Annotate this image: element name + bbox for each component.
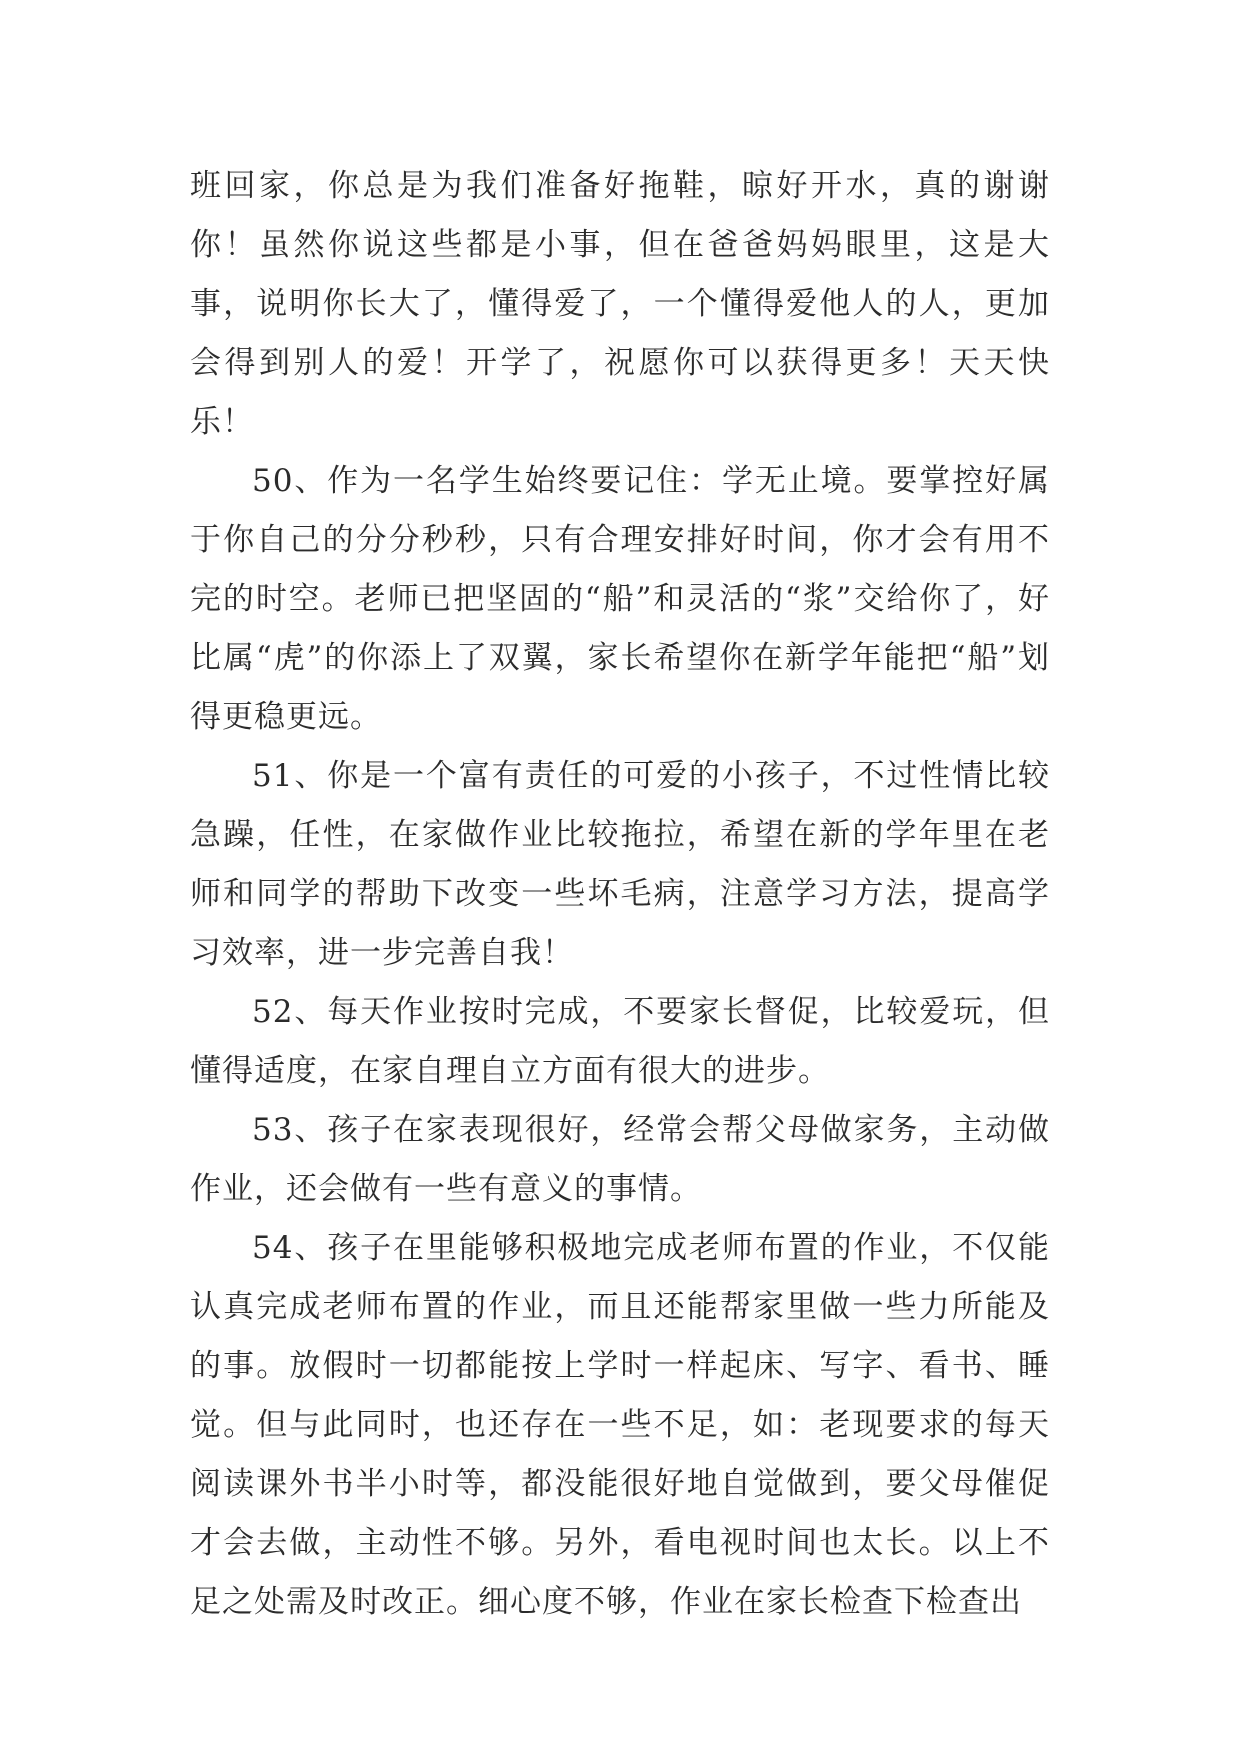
paragraph-54: 54、孩子在里能够积极地完成老师布置的作业，不仅能认真完成老师布置的作业，而且还能帮家里做一些力所能及的事。放假时一切都能按上学时一样起床、写字、看书、睡觉。但与此同时，也还存在一些不足，如：老现要求的每天阅读课外书半小时等，都没能很好地自觉做到，要父母催促才会去做，主动性不够。另外，看电视时间也太长。以上不足之处需及时改正。细心度不够，作业在家长检查下检查出 — [190, 1230, 1050, 1620]
document-body — [190, 157, 1050, 1632]
paragraph-50: 50、作为一名学生始终要记住：学无止境。要掌控好属于你自己的分分秒秒，只有合理安排好时间，你才会有用不完的时空。老师已把坚固的“船”和灵活的“浆”交给你了，好比属“虎”的你添上了双翼，家长希望你在新学年能把“船”划得更稳更远。 — [190, 463, 1050, 735]
paragraph-continued: 班回家，你总是为我们准备好拖鞋，晾好开水，真的谢谢你！虽然你说这些都是小事，但在爸爸妈妈眼里，这是大事，说明你长大了，懂得爱了，一个懂得爱他人的人，更加会得到别人的爱！开学了，祝愿你可以获得更多！天天快乐！ — [190, 168, 1050, 440]
paragraph-52: 52、每天作业按时完成，不要家长督促，比较爱玩，但懂得适度，在家自理自立方面有很大的进步。 — [190, 994, 1050, 1089]
paragraph-51: 51、你是一个富有责任的可爱的小孩子，不过性情比较急躁，任性，在家做作业比较拖拉，希望在新的学年里在老师和同学的帮助下改变一些坏毛病，注意学习方法，提高学习效率，进一步完善自我！ — [190, 758, 1050, 971]
paragraph-53: 53、孩子在家表现很好，经常会帮父母做家务，主动做作业，还会做有一些有意义的事情。 — [190, 1112, 1050, 1207]
